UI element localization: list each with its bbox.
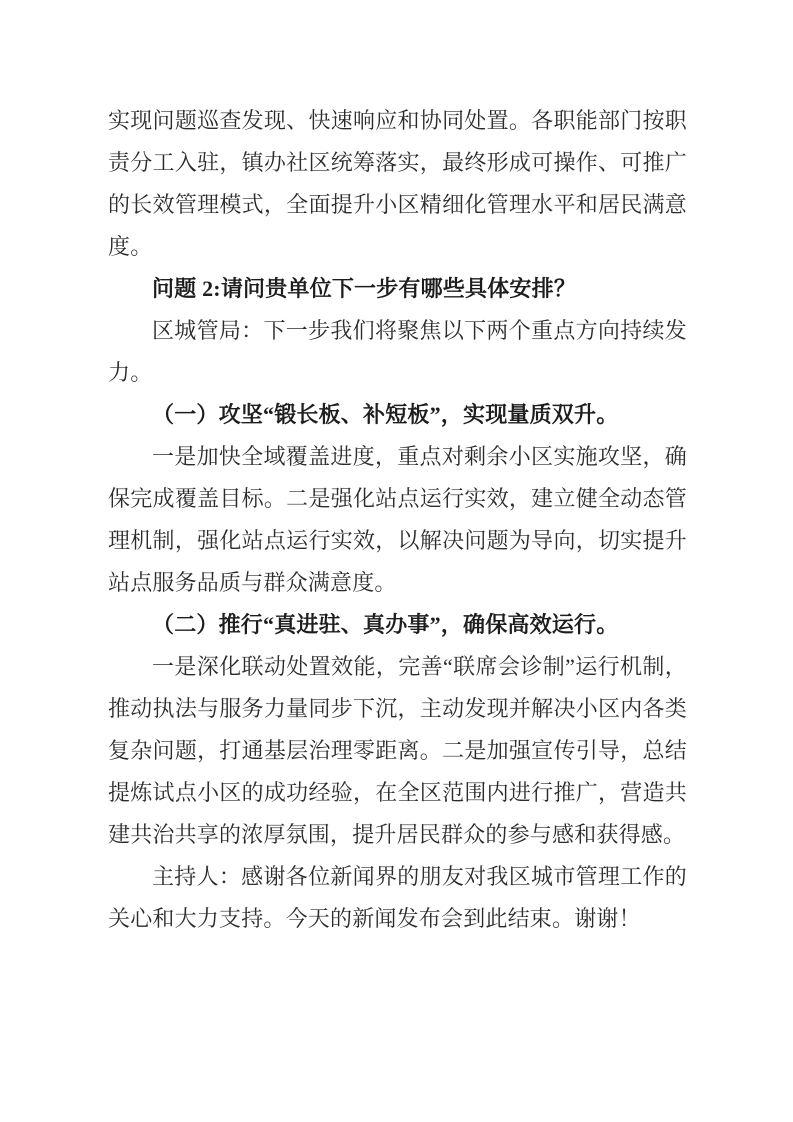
section-heading: （二）推行“真进驻、真办事”，确保高效运行。 [152, 612, 619, 637]
section-heading: 问题 2:请问贵单位下一步有哪些具体安排？ [152, 276, 577, 301]
paragraph: 主持人：感谢各位新闻界的朋友对我区城市管理工作的关心和大力支持。今天的新闻发布会到此结束。谢谢！ [108, 864, 687, 931]
paragraph: 一是加快全域覆盖进度，重点对剩余小区实施攻坚，确保完成覆盖目标。二是强化站点运行实效，建立健全动态管理机制，强化站点运行实效，以解决问题为导向，切实提升站点服务品质与群众满意度。 [108, 444, 687, 595]
paragraph: 实现问题巡查发现、快速响应和协同处置。各职能部门按职责分工入驻，镇办社区统筹落实，最终形成可操作、可推广的长效管理模式，全面提升小区精细化管理水平和居民满意度。 [108, 108, 687, 259]
paragraph: 区城管局：下一步我们将聚焦以下两个重点方向持续发力。 [108, 318, 687, 385]
paragraph: 一是深化联动处置效能，完善“联席会诊制”运行机制，推动执法与服务力量同步下沉，主动发现并解决小区内各类复杂问题，打通基层治理零距离。二是加强宣传引导，总结提炼试点小区的成功经验，在全区范围内进行推广，营造共建共治共享的浓厚氛围，提升居民群众的参与感和获得感。 [108, 654, 687, 847]
section-heading: （一）攻坚“锻长板、补短板”，实现量质双升。 [152, 402, 619, 427]
